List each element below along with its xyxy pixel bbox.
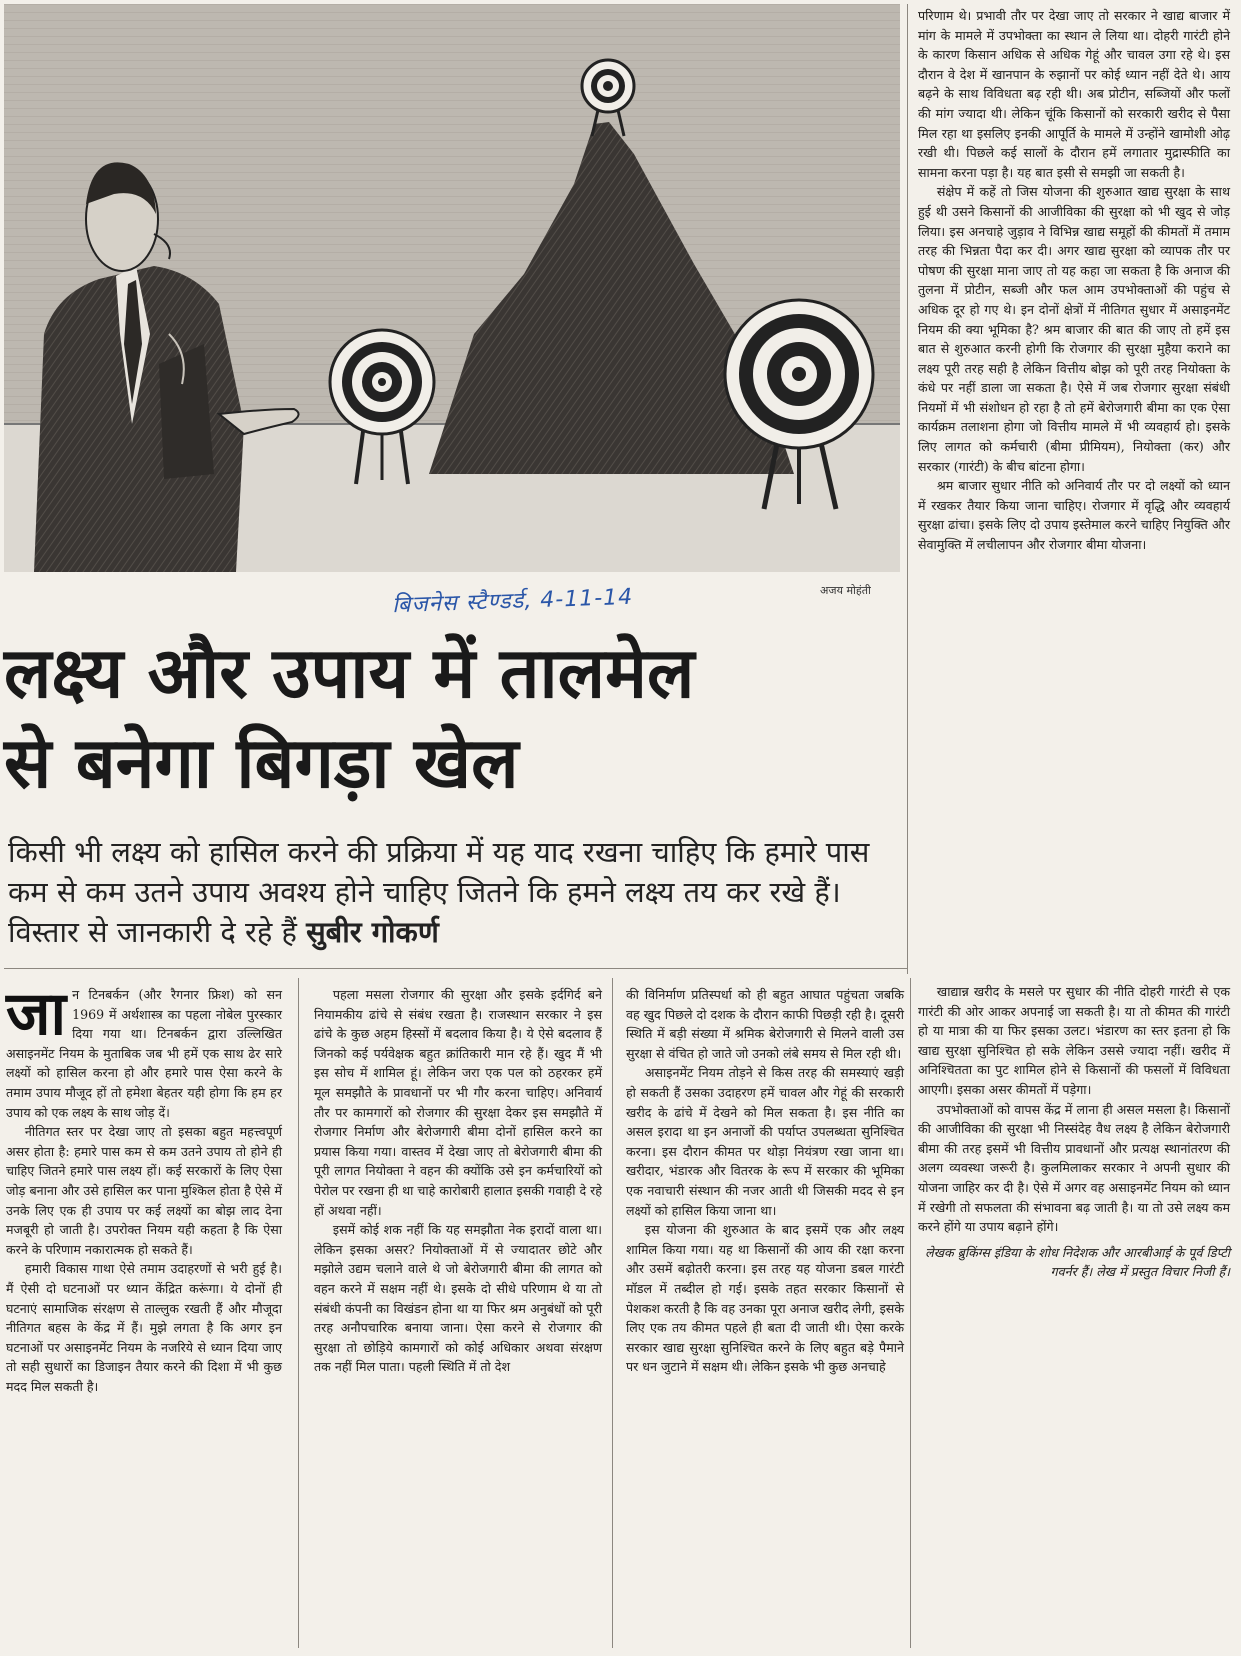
paragraph: खाद्यान्न खरीद के मसले पर सुधार की नीति दोहरी गारंटी से एक गारंटी की ओर आकर अपनाई जा सकती है। या तो कीमत की गारंटी हो या मात्रा की या फिर इसका उलट। भंडारण का स्तर इतना हो कि खाद्य सुरक्षा सुनिश्चित हो सके लेकिन उससे ज्यादा नहीं। खरीद में अनिश्चितता का पुट शामिल होने से किसानों की फसलों में विविधता आएगी। इसका असर कीमतों में पड़ेगा। [918,984,1230,1097]
illustration-credit: अजय मोहंती [820,584,871,597]
paragraph: की विनिर्माण प्रतिस्पर्धा को ही बहुत आघात पहुंचता जबकि वह खुद पिछले दो दशक के दौरान काफी पिछड़ी रही है। दूसरी स्थिति में बड़ी संख्या में श्रमिक बेरोजगारी से मिलने वाली उस सुरक्षा से वंचित हो जाते जो उनको लंबे समय से मिल रही थी। [626,987,904,1061]
paragraph: नीतिगत स्तर पर देखा जाए तो इसका बहुत महत्त्वपूर्ण असर होता है: हमारे पास कम से कम उतने उपाय तो होने ही चाहिए जितने हमारे पास लक्ष्य हों। कई सरकारों के लिए ऐसा जोड़ बनाना और उसे हासिल कर पाना मुश्किल होता है ऐसे में उनके लिए एक ही उपाय पर कई लक्ष्यों का बोझ लाद देना मजबूरी हो जाती है। उपरोक्त नियम यही कहता है कि ऐसा करने के परिणाम नकारात्मक हो सकते हैं। [6,1124,282,1257]
paragraph-text: न टिनबर्कन (और रैगनार फ्रिश) को सन 1969 में अर्थशास्त्र का पहला नोबेल पुरस्कार दिया गया था। टिनबर्कन द्वारा उल्लिखित असाइनमेंट नियम के मुताबिक जब भी हमें एक साथ ढेर सारे लक्ष्यों को हासिल करना हो और हमारे पास ऐसा करने के तमाम उपाय मौजूद हों तो हमेशा बेहतर यही होगा कि हम हर उपाय को एक लक्ष्य के साथ जोड़ दें। [6,987,282,1120]
paragraph: श्रम बाजार सुधार नीति को अनिवार्य तौर पर दो लक्ष्यों को ध्यान में रखकर तैयार किया जाना चाहिए। रोजगार में वृद्धि और व्यवहार्य सुरक्षा ढांचा। इसके लिए दो उपाय इस्तेमाल करने चाहिए नियुक्ति और सेवामुक्ति में लचीलापन और रोजगार बीमा योजना। [918,478,1230,553]
right-column-top [918,6,1230,555]
section-divider [4,968,907,969]
headline-line-2: से बनेगा बिगड़ा खेल [4,722,519,804]
article-headline [4,628,904,808]
paragraph: हमारी विकास गाथा ऐसे तमाम उदाहरणों से भरी हुई है। मैं ऐसी दो घटनाओं पर ध्यान केंद्रित करूंगा। ये दोनों ही घटनाएं सामाजिक संरक्षण से ताल्लुक रखती हैं और मौजूदा नीतिगत बहस के केंद्र में हैं। मुझे लगता है कि अगर इन घटनाओं पर असाइनमेंट नियम के नजरिये से ध्यान दिया जाए तो सही सुधारों का डिजाइन तैयार करने की दिशा में भी कुछ मदद मिल सकती है। [6,1261,282,1394]
deck-text: किसी भी लक्ष्य को हासिल करने की प्रक्रिया में यह याद रखना चाहिए कि हमारे पास कम से कम उतने उपाय अवश्य होने चाहिए जितने कि हमने लक्ष्य तय कर रखे हैं। विस्तार से जानकारी दे रहे हैं [8,835,870,949]
paragraph: उपभोक्ताओं को वापस केंद्र में लाना ही असल मसला है। किसानों की आजीविका की सुरक्षा भी निस्संदेह वैध लक्ष्य है लेकिन बेरोजगारी बीमा की तरह इसमें भी वित्तीय प्रावधानों और प्रत्यक्ष स्थानांतरण की अलग व्यवस्था जरूरी है। कुलमिलाकर सरकार ने अपनी सुधार की योजना जाहिर कर दी है। ऐसे में अगर वह असाइनमेंट नियम को ध्यान में रखेगी तो सफलता की संभावना बढ़ जाती है। या तो उसे लक्ष्य कम करने होंगे या उपाय बढ़ाने होंगे। [918,1101,1230,1235]
author-byline: सुबीर गोकर्ण [306,915,439,949]
article-deck [8,832,888,952]
article-illustration [4,4,900,572]
paragraph: परिणाम थे। प्रभावी तौर पर देखा जाए तो सरकार ने खाद्य बाजार में मांग के मामले में उपभोक्ता का स्थान ले लिया था। दोहरी गारंटी होने के कारण किसान अधिक से अधिक गेहूं और चावल उगा रहे थे। इस दौरान वे देश में खानपान के रुझानों पर कोई ध्यान नहीं देते थे। आय बढ़ने के साथ विविधता बढ़ रही थी। अब प्रोटीन, सब्जियों और फलों की मांग ज्यादा थी। लेकिन चूंकि किसानों को सरकारी खरीद से पैसा मिल रहा था इसलिए इनकी आपूर्ति के मामले में उन्होंने खामोशी ओढ़ रखी थी। पिछले कई सालों के दौरान हमें लगातार मुद्रास्फीति का सामना करना पड़ा है। यह बात इसी से समझी जा सकती है। [918,8,1230,180]
paragraph: संक्षेप में कहें तो जिस योजना की शुरुआत खाद्य सुरक्षा के साथ हुई थी उसने किसानों की आजीविका की सुरक्षा को भी खुद से जोड़ लिया। इस अनचाहे जुड़ाव ने विभिन्न खाद्य समूहों की कीमतों में तमाम तरह की भिन्नता पैदा कर दी। अगर खाद्य सुरक्षा को व्यापक तौर पर पोषण की सुरक्षा माना जाए तो यह कहा जा सकता है कि अनाज की तुलना में प्रोटीन, सब्जी और फल आम उपभोक्ताओं की पहुंच से अधिक दूर हो गए थे। इन दोनों क्षेत्रों में नीतिगत सुधार में असाइनमेंट नियम की क्या भूमिका है? श्रम बाजार की बात की जाए तो हमें इस बात से शुरुआत करनी होगी कि रोजगार की सुरक्षा मुहैया कराने का लक्ष्य पूरी तरह सही है लेकिन वित्तीय बोझ को पूरी तरह नियोक्ता के कंधे पर नहीं डाला जा सकता है। ऐसे में जब रोजगार सुरक्षा संबंधी नियमों में भी संशोधन हो रहा है तो हमें बेरोजगारी बीमा का एक ऐसा कार्यक्रम तलाशना होगा जो वित्तीय मामले में भी व्यवहार्य हो। इसके लिए लागत को कर्मचारी (बीमा प्रीमियम), नियोक्ता (कर) और सरकार (गारंटी) के बीच बांटना होगा। [918,184,1230,474]
drop-cap: जा [6,979,67,1049]
illustration-svg [4,4,900,572]
paragraph: असाइनमेंट नियम तोड़ने से किस तरह की समस्याएं खड़ी हो सकती हैं उसका उदाहरण हमें चावल और गेहूं की सरकारी खरीद के ढांचे में देखने को मिल सकता है। इस नीति का असल इरादा था इन अनाजों की पर्याप्त उपलब्धता सुनिश्चित करना। इस दौरान कीमत पर थोड़ा नियंत्रण रखा जाना था। खरीदार, भंडारक और वितरक के रूप में सरकार की भूमिका एक नवाचारी संस्थान की नजर आती थी जिसकी मदद से इन लक्ष्यों को हासिल किया जाना था। [626,1065,904,1218]
column-divider [907,4,908,974]
paragraph: इस योजना की शुरुआत के बाद इसमें एक और लक्ष्य शामिल किया गया। यह था किसानों की आय की रक्षा करना और उसमें बढ़ोतरी करना। इस तरह यह योजना डबल गारंटी मॉडल में तब्दील हो गई। इसके तहत सरकार किसानों से पेशकश करती है कि वह उनका पूरा अनाज खरीद लेगी, इसके लिए एक तय कीमत पहले ही बता दी जाती थी। ऐसा करके सरकार खाद्य सुरक्षा सुनिश्चित करने के लिए बहुत बड़े पैमाने पर धन जुटाने में सक्षम थी। लेकिन इसके भी कुछ अनचाहे [626,1222,904,1375]
column-divider [910,978,911,1648]
paragraph: पहला मसला रोजगार की सुरक्षा और इसके इर्दगिर्द बने नियामकीय ढांचे से संबंध रखता है। राजस्थान सरकार ने इस ढांचे के कुछ अहम हिस्सों में बदलाव किया है। ये ऐसे बदलाव हैं जिनको कई पर्यवेक्षक बहुत क्रांतिकारी मान रहे हैं। खुद मैं भी इस सोच में शामिल हूं। लेकिन जरा एक पल को ठहरकर हमें मूल समझौते के प्रावधानों पर भी गौर करना चाहिए। अनिवार्य तौर पर कामगारों को रोजगार की सुरक्षा देकर इस समझौते में रोजगार निर्माण और बेरोजगारी बीमा दोनों हासिल करने का प्रयास किया गया। वास्तव में देखा जाए तो बेरोजगारी बीमा की पूरी लागत नियोक्ता ने वहन की क्योंकि उसे इन कर्मचारियों को पेरोल पर रखना ही था चाहे कारोबारी हालात इसकी गवाही दे रहे हों अथवा नहीं। [314,987,602,1218]
body-column-1 [6,979,282,1396]
body-column-3 [626,985,904,1377]
handwritten-date-note: बिजनेस स्टैण्डर्ड, 4-11-14 [391,584,634,619]
body-column-2 [314,985,602,1377]
body-column-4 [918,982,1230,1282]
column-divider [298,978,299,1648]
headline-line-1: लक्ष्य और उपाय में तालमेल [4,632,695,714]
author-note: लेखक ब्रुकिंग्स इंडिया के शोध निदेशक और आरबीआई के पूर्व डिप्टी गवर्नर हैं। लेख में प्रस्तुत विचार निजी हैं। [925,1244,1230,1280]
paragraph: इसमें कोई शक नहीं कि यह समझौता नेक इरादों वाला था। लेकिन इसका असर? नियोक्ताओं में से ज्यादातर छोटे और मझोले उद्यम चलाने वाले थे जो बेरोजगारी बीमा की लागत को वहन करने में सक्षम नहीं थे। इसके दो सीधे परिणाम थे या तो संबंधी कंपनी का विखंडन होना था या फिर श्रम अनुबंधों को पूरी तरह अनौपचारिक बनाया जाना। ऐसा करने से रोजगार की सुरक्षा तो छोड़िये कामगारों को कोई अधिकार अथवा संरक्षण तक नहीं मिल पाता। पहली स्थिति में तो देश [314,1222,602,1375]
paragraph [6,979,282,1122]
column-divider [612,978,613,1648]
